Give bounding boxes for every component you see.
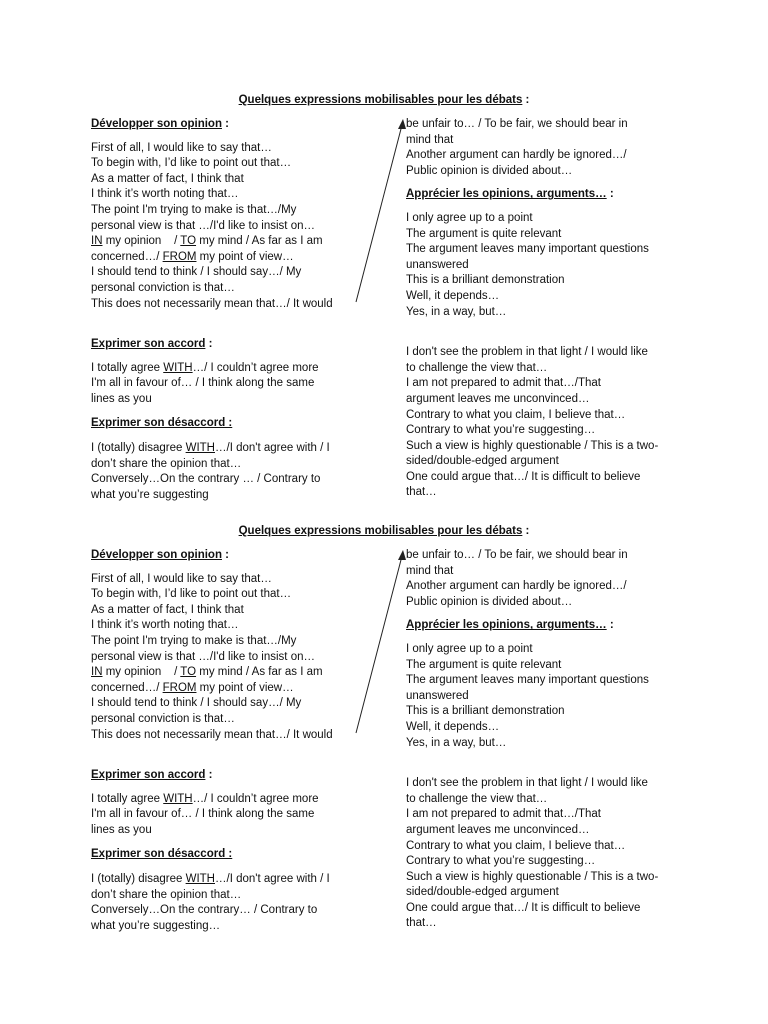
list-item: Contrary to what you’re suggesting… bbox=[406, 855, 596, 868]
list-item: Such a view is highly questionable / This is a two- bbox=[406, 870, 659, 883]
list-item: sided/double-edged argument bbox=[406, 455, 559, 468]
list-item: concerned…/ FROM my point of view… bbox=[91, 250, 294, 263]
list-item: to challenge the view that… bbox=[406, 361, 548, 374]
list-item: IN my opinion / TO my mind / As far as I am bbox=[91, 235, 323, 248]
list-item: Conversely…On the contrary… / Contrary to bbox=[91, 904, 318, 917]
list-item: I only agree up to a point bbox=[406, 211, 533, 224]
list-item: unanswered bbox=[406, 689, 469, 702]
list-item: what you’re suggesting… bbox=[91, 919, 221, 932]
list-item: I should tend to think / I should say…/ My bbox=[91, 697, 302, 710]
section-heading-apprecier: Apprécier les opinions, arguments… : bbox=[406, 188, 614, 201]
list-item: I don't see the problem in that light / I would like bbox=[406, 777, 648, 790]
list-item: Public opinion is divided about… bbox=[406, 595, 573, 608]
list-item: unanswered bbox=[406, 258, 469, 271]
list-item: Well, it depends… bbox=[406, 720, 500, 733]
list-item: This does not necessarily mean that…/ It would bbox=[91, 297, 333, 310]
expressions-block-2 bbox=[0, 523, 768, 953]
list-item: The argument is quite relevant bbox=[406, 227, 562, 240]
list-item: Such a view is highly questionable / This is a two- bbox=[406, 439, 659, 452]
list-item: personal conviction is that… bbox=[91, 281, 235, 294]
list-item: As a matter of fact, I think that bbox=[91, 172, 244, 185]
list-item: IN my opinion / TO my mind / As far as I am bbox=[91, 666, 323, 679]
list-item: be unfair to… / To be fair, we should bear in bbox=[406, 118, 628, 130]
list-item: One could argue that…/ It is difficult to believe bbox=[406, 470, 641, 483]
section-heading-accord: Exprimer son accord : bbox=[91, 769, 213, 782]
list-item: First of all, I would like to say that… bbox=[91, 572, 272, 585]
list-item: I'm all in favour of… / I think along the same bbox=[91, 808, 315, 821]
list-item: be unfair to… / To be fair, we should bear in bbox=[406, 549, 628, 561]
list-item: As a matter of fact, I think that bbox=[91, 603, 244, 616]
left-column bbox=[91, 548, 359, 934]
list-item: mind that bbox=[406, 133, 454, 146]
list-item: Another argument can hardly be ignored…/ bbox=[406, 149, 627, 162]
list-item: personal conviction is that… bbox=[91, 712, 235, 725]
list-item: don’t share the opinion that… bbox=[91, 888, 242, 901]
list-item: don’t share the opinion that… bbox=[91, 457, 242, 470]
list-item: I totally agree WITH…/ I couldn’t agree more bbox=[91, 361, 319, 374]
list-item: I think it’s worth noting that… bbox=[91, 619, 239, 632]
list-item: personal view is that …/I'd like to insist on… bbox=[91, 650, 315, 663]
expressions-block-1 bbox=[0, 92, 768, 522]
list-item: To begin with, I’d like to point out that… bbox=[91, 588, 292, 601]
right-column bbox=[406, 117, 688, 501]
list-item: argument leaves me unconvinced… bbox=[406, 823, 590, 836]
list-item: I (totally) disagree WITH…/I don't agree with / I bbox=[91, 442, 330, 455]
list-item: I think it’s worth noting that… bbox=[91, 188, 239, 201]
list-item: This is a brilliant demonstration bbox=[406, 705, 565, 718]
list-item: argument leaves me unconvinced… bbox=[406, 392, 590, 405]
section-heading-desaccord: Exprimer son désaccord : bbox=[91, 847, 233, 860]
section-heading-accord: Exprimer son accord : bbox=[91, 338, 213, 351]
list-item: Public opinion is divided about… bbox=[406, 164, 573, 177]
list-item: I'm all in favour of… / I think along the same bbox=[91, 377, 315, 390]
list-item: This is a brilliant demonstration bbox=[406, 274, 565, 287]
section-heading-developper: Développer son opinion : bbox=[91, 549, 230, 561]
section-heading-apprecier: Apprécier les opinions, arguments… : bbox=[406, 619, 614, 632]
list-item: Well, it depends… bbox=[406, 289, 500, 302]
left-column bbox=[91, 117, 359, 503]
list-item: One could argue that…/ It is difficult to believe bbox=[406, 901, 641, 914]
list-item: I should tend to think / I should say…/ My bbox=[91, 266, 302, 279]
list-item: Contrary to what you’re suggesting… bbox=[406, 424, 596, 437]
list-item: what you’re suggesting bbox=[91, 488, 209, 501]
list-item: that… bbox=[406, 486, 437, 499]
list-item: mind that bbox=[406, 564, 454, 577]
list-item: sided/double-edged argument bbox=[406, 886, 559, 899]
list-item: that… bbox=[406, 917, 437, 930]
list-item: First of all, I would like to say that… bbox=[91, 141, 272, 154]
block-title: Quelques expressions mobilisables pour les débats : bbox=[238, 525, 530, 537]
list-item: I don't see the problem in that light / I would like bbox=[406, 346, 648, 359]
list-item: personal view is that …/I'd like to insist on… bbox=[91, 219, 315, 232]
list-item: Another argument can hardly be ignored…/ bbox=[406, 580, 627, 593]
list-item: This does not necessarily mean that…/ It would bbox=[91, 728, 333, 741]
list-item: lines as you bbox=[91, 823, 152, 836]
block-title: Quelques expressions mobilisables pour les débats : bbox=[238, 94, 530, 106]
list-item: I only agree up to a point bbox=[406, 642, 533, 655]
list-item: to challenge the view that… bbox=[406, 792, 548, 805]
list-item: Yes, in a way, but… bbox=[406, 305, 507, 318]
list-item: lines as you bbox=[91, 392, 152, 405]
list-item: The argument is quite relevant bbox=[406, 658, 562, 671]
list-item: The argument leaves many important questions bbox=[406, 243, 649, 256]
right-column bbox=[406, 548, 688, 932]
list-item: Conversely…On the contrary … / Contrary to bbox=[91, 473, 321, 486]
list-item: I am not prepared to admit that…/That bbox=[406, 377, 601, 390]
list-item: To begin with, I’d like to point out that… bbox=[91, 157, 292, 170]
list-item: Contrary to what you claim, I believe that… bbox=[406, 839, 626, 852]
section-heading-desaccord: Exprimer son désaccord : bbox=[91, 416, 233, 429]
list-item: The point I'm trying to make is that…/My bbox=[91, 203, 297, 216]
list-item: I totally agree WITH…/ I couldn’t agree more bbox=[91, 792, 319, 805]
list-item: Yes, in a way, but… bbox=[406, 736, 507, 749]
list-item: I am not prepared to admit that…/That bbox=[406, 808, 601, 821]
list-item: I (totally) disagree WITH…/I don't agree with / I bbox=[91, 873, 330, 886]
list-item: concerned…/ FROM my point of view… bbox=[91, 681, 294, 694]
list-item: The point I'm trying to make is that…/My bbox=[91, 634, 297, 647]
list-item: The argument leaves many important questions bbox=[406, 674, 649, 687]
list-item: Contrary to what you claim, I believe that… bbox=[406, 408, 626, 421]
section-heading-developper: Développer son opinion : bbox=[91, 118, 230, 130]
